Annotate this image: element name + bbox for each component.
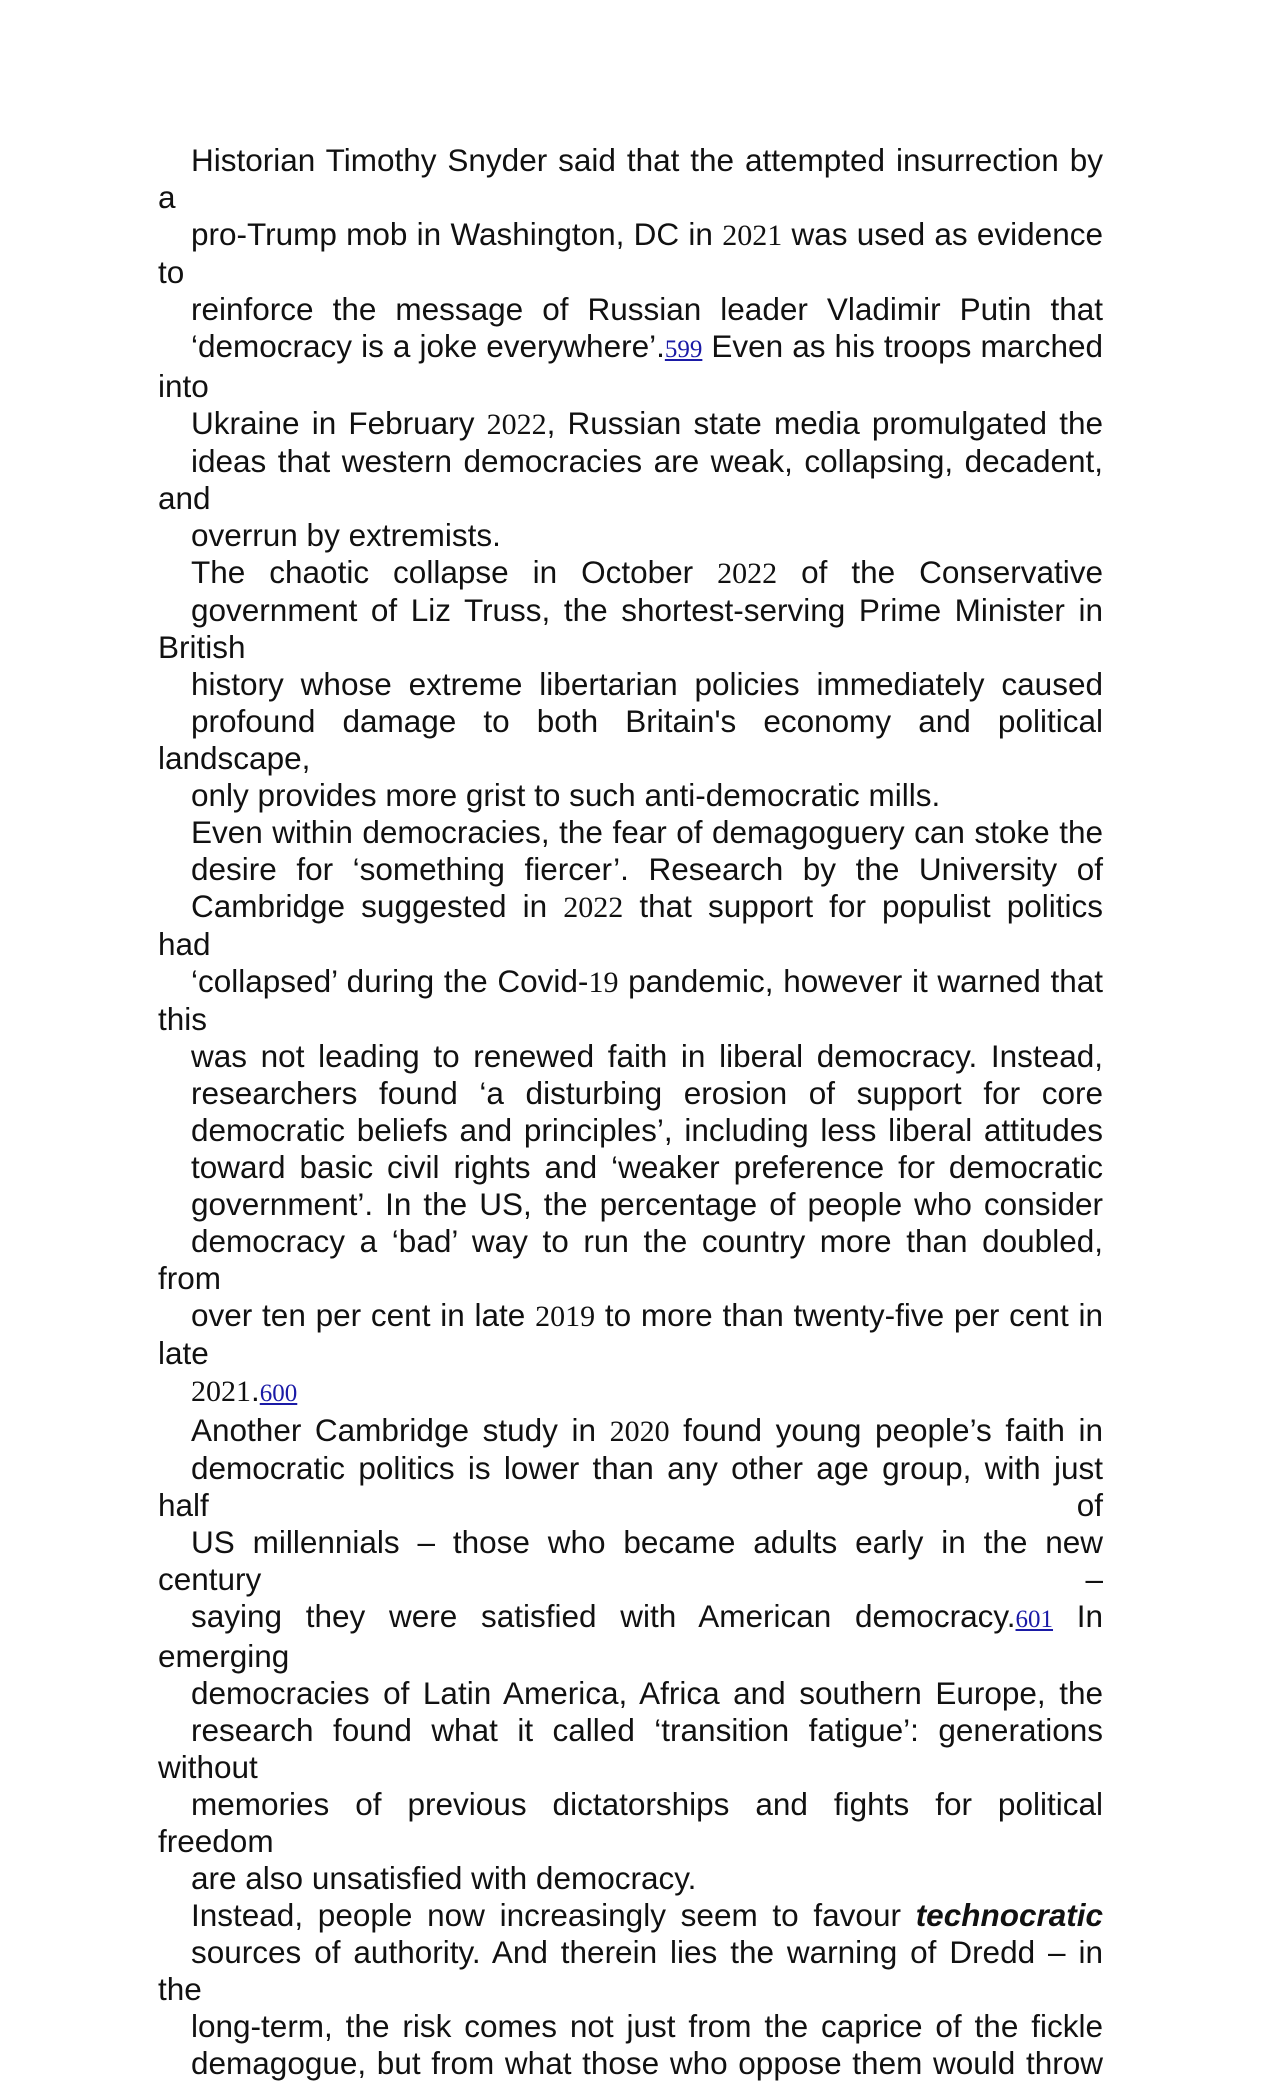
year: 2019 <box>535 1300 596 1333</box>
year: 2022 <box>486 408 547 441</box>
text-line: researchers found ‘a disturbing erosion of support for core <box>191 1075 1103 1111</box>
text-line: long-term, the risk comes not just from the caprice of the fickle <box>191 2008 1103 2044</box>
text-line: saying they were satisfied with American democracy.601 In emerging <box>158 1598 1103 1674</box>
text-line: The chaotic collapse in October 2022 of the Conservative <box>191 554 1104 590</box>
text-line: US millennials – those who became adults early in the new century – <box>158 1524 1103 1597</box>
text-line: overrun by extremists. <box>191 517 501 553</box>
text-line: democratic politics is lower than any other age group, with just half of <box>158 1450 1103 1523</box>
text-line: government’. In the US, the percentage of people who consider <box>191 1186 1103 1222</box>
year: 2021 <box>722 219 783 252</box>
text-line: demagogue, but from what those who oppose them would throw <box>191 2045 1103 2081</box>
text-line: 2021.600 <box>191 1372 298 1408</box>
text-line: memories of previous dictatorships and fights for political freedom <box>158 1786 1103 1859</box>
paragraph <box>158 814 1103 1412</box>
paragraph <box>158 1412 1103 1897</box>
text-line: Cambridge suggested in 2022 that support for populist politics had <box>158 888 1103 962</box>
text-line: Even within democracies, the fear of demagoguery can stoke the <box>191 814 1103 850</box>
footnote-link-599[interactable]: 599 <box>664 336 703 363</box>
text-line: Instead, people now increasingly seem to favour technocratic <box>191 1897 1103 1933</box>
text-line: research found what it called ‘transition fatigue’: generations without <box>158 1712 1103 1785</box>
year: 2021 <box>191 1375 251 1408</box>
text-line: Historian Timothy Snyder said that the attempted insurrection by a <box>158 142 1103 215</box>
text-line: Ukraine in February 2022, Russian state media promulgated the <box>191 405 1103 441</box>
text-line: pro-Trump mob in Washington, DC in 2021 was used as evidence to <box>158 216 1103 290</box>
paragraph <box>158 1897 1103 2082</box>
document-page <box>158 142 1103 2082</box>
emphasis-word: technocratic <box>915 1897 1103 1933</box>
text-line: sources of authority. And therein lies the warning of Dredd – in the <box>158 1934 1103 2007</box>
year: 2020 <box>609 1415 670 1448</box>
text-line: reinforce the message of Russian leader Vladimir Putin that <box>191 291 1103 327</box>
text-line: Another Cambridge study in 2020 found young people’s faith in <box>191 1412 1103 1448</box>
text-line: desire for ‘something fiercer’. Research by the University of <box>191 851 1103 887</box>
text-line: ideas that western democracies are weak, collapsing, decadent, and <box>158 443 1103 516</box>
year: 2022 <box>563 891 624 924</box>
text-line: ‘collapsed’ during the Covid-19 pandemic, however it warned that this <box>158 963 1103 1037</box>
text-line: democracies of Latin America, Africa and southern Europe, the <box>191 1675 1103 1711</box>
text-line: was not leading to renewed faith in liberal democracy. Instead, <box>191 1038 1103 1074</box>
text-line: government of Liz Truss, the shortest-serving Prime Minister in British <box>158 592 1103 665</box>
text-line: democracy a ‘bad’ way to run the country more than doubled, from <box>158 1223 1103 1296</box>
paragraph <box>158 142 1103 554</box>
text-line: toward basic civil rights and ‘weaker preference for democratic <box>191 1149 1103 1185</box>
text-line: over ten per cent in late 2019 to more than twenty-five per cent in late <box>158 1297 1103 1371</box>
text-line: only provides more grist to such anti-democratic mills. <box>191 777 941 813</box>
text-line: profound damage to both Britain's economy and political landscape, <box>158 703 1103 776</box>
number: 19 <box>588 966 619 999</box>
footnote-link-601[interactable]: 601 <box>1015 1606 1054 1633</box>
text-line: ‘democracy is a joke everywhere’.599 Even as his troops marched into <box>158 328 1104 404</box>
year: 2022 <box>717 557 778 590</box>
paragraph <box>158 554 1103 814</box>
footnote-link-600[interactable]: 600 <box>259 1380 298 1407</box>
text-line: democratic beliefs and principles’, including less liberal attitudes <box>191 1112 1103 1148</box>
text-line: are also unsatisfied with democracy. <box>191 1860 697 1896</box>
text-line: history whose extreme libertarian policies immediately caused <box>191 666 1103 702</box>
